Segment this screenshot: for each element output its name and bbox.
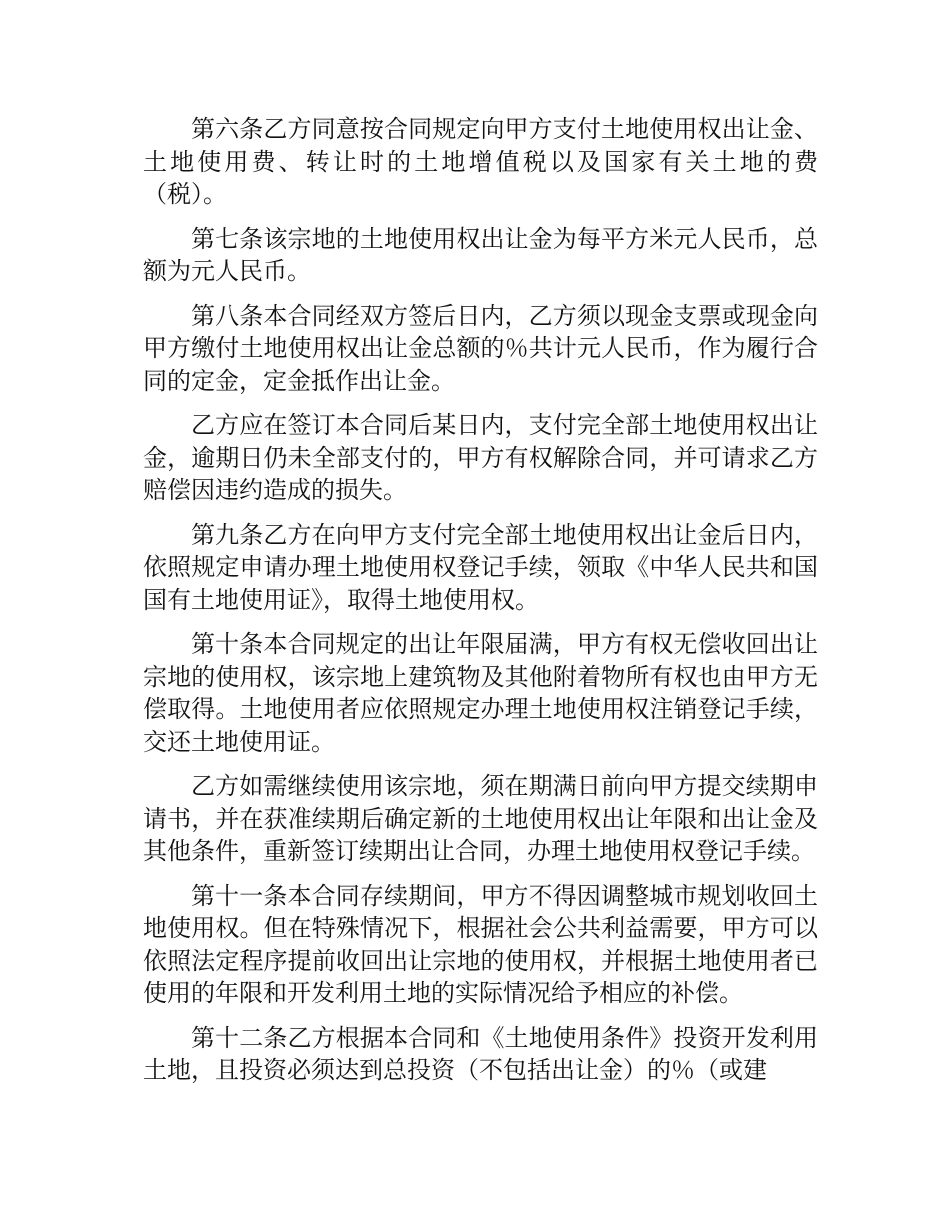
clause-8-paragraph: 第八条本合同经双方签后日内，乙方须以现金支票或现金向甲方缴付土地使用权出让金总额的％共计元人民币，作为履行合同的定金，定金抵作出让金。: [143, 301, 818, 395]
clause-11-paragraph: 第十一条本合同存续期间，甲方不得因调整城市规划收回土地使用权。但在特殊情况下，根据社会公共利益需要，甲方可以依照法定程序提前收回出让宗地的使用权，并根据土地使用者已使用的年限和开发利用土地的实际情况给予相应的补偿。: [143, 881, 818, 1007]
clause-8-continuation-paragraph: 乙方应在签订本合同后某日内，支付完全部土地使用权出让金，逾期日仍未全部支付的，甲方有权解除合同，并可请求乙方赔偿因违约造成的损失。: [143, 411, 818, 504]
clause-6-paragraph: 第六条乙方同意按合同规定向甲方支付土地使用权出让金、土地使用费、转让时的土地增值税以及国家有关土地的费（税）。: [143, 115, 818, 208]
clause-7-paragraph: 第七条该宗地的土地使用权出让金为每平方米元人民币，总额为元人民币。: [143, 224, 818, 285]
clause-10-paragraph: 第十条本合同规定的出让年限届满，甲方有权无偿收回出让宗地的使用权，该宗地上建筑物及其他附着物所有权也由甲方无偿取得。土地使用者应依照规定办理土地使用权注销登记手续，交还土地使用证。: [143, 630, 818, 756]
clause-12-paragraph: 第十二条乙方根据本合同和《土地使用条件》投资开发利用土地，且投资必须达到总投资（不包括出让金）的％（或建: [143, 1023, 818, 1084]
clause-9-paragraph: 第九条乙方在向甲方支付完全部土地使用权出让金后日内，依照规定申请办理土地使用权登记手续，领取《中华人民共和国国有土地使用证》，取得土地使用权。: [143, 520, 818, 614]
document-body: [143, 113, 818, 1099]
clause-10-continuation-paragraph: 乙方如需继续使用该宗地，须在期满日前向甲方提交续期申请书，并在获准续期后确定新的土地使用权出让年限和出让金及其他条件，重新签订续期出让合同，办理土地使用权登记手续。: [143, 772, 818, 865]
